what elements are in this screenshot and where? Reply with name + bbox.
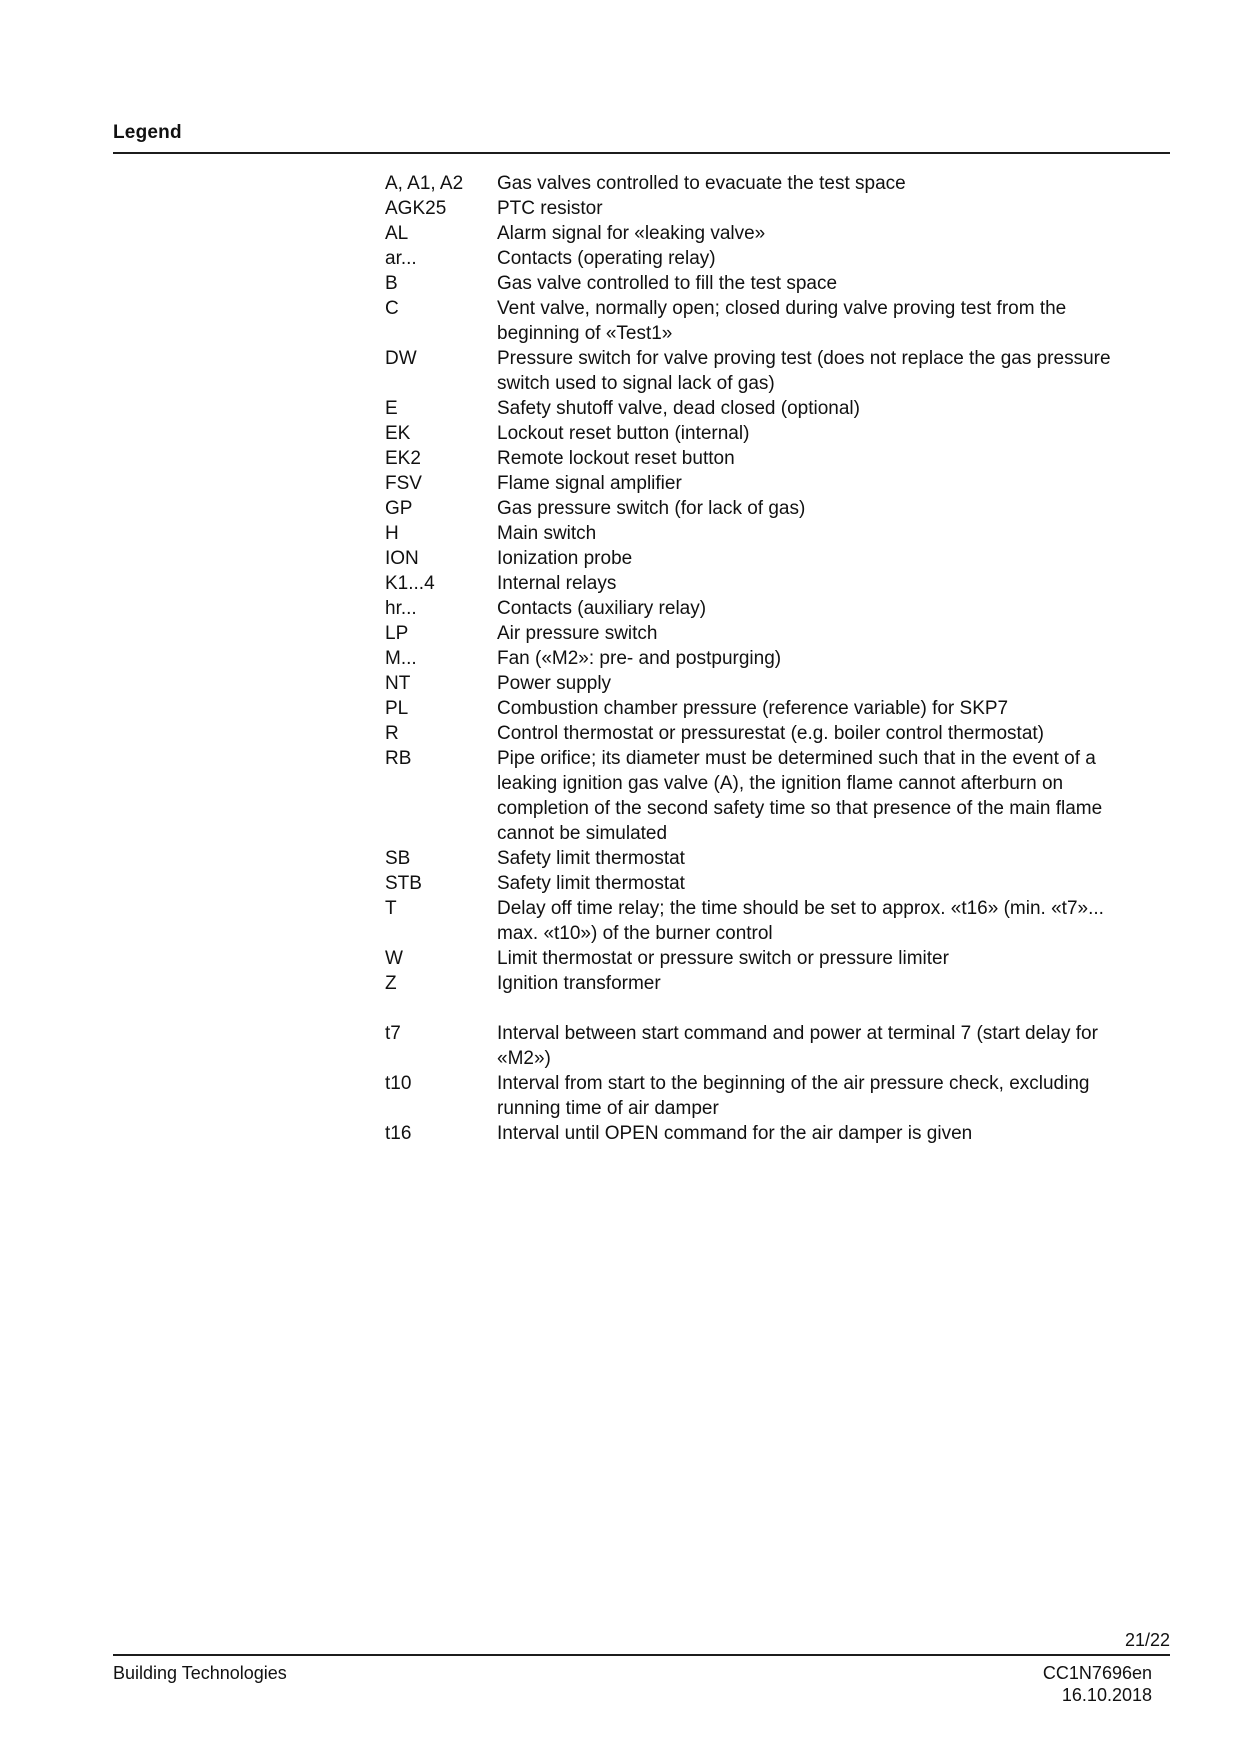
legend-description-line: «M2»): [497, 1048, 551, 1069]
legend-term: RB: [385, 748, 412, 769]
legend-term: PL: [385, 698, 409, 719]
legend-entry: [385, 696, 1111, 721]
legend-term: GP: [385, 498, 413, 519]
legend-term: EK: [385, 423, 411, 444]
legend-description: [497, 171, 906, 196]
legend-description: [497, 846, 685, 871]
legend-description-line: Interval until OPEN command for the air damper is given: [497, 1123, 973, 1144]
legend-description-line: switch used to signal lack of gas): [497, 373, 775, 394]
legend-description-line: Interval from start to the beginning of the air pressure check, excluding: [497, 1073, 1090, 1094]
legend-term: Z: [385, 973, 397, 994]
legend-term: EK2: [385, 448, 421, 469]
legend-description: [497, 621, 658, 646]
legend-term: E: [385, 398, 398, 419]
legend-description: [497, 896, 1104, 946]
legend-description-line: Safety shutoff valve, dead closed (optional): [497, 398, 860, 419]
legend-description-line: max. «t10») of the burner control: [497, 923, 773, 944]
legend-entry: [385, 396, 1111, 421]
legend-entry: [385, 196, 1111, 221]
legend-list: [385, 171, 1111, 1146]
legend-description-line: Pressure switch for valve proving test (does not replace the gas pressure: [497, 348, 1111, 369]
legend-description: [497, 521, 596, 546]
legend-entry: [385, 646, 1111, 671]
legend-entry: [385, 446, 1111, 471]
legend-description-line: Limit thermostat or pressure switch or pressure limiter: [497, 948, 949, 969]
legend-description-line: Contacts (auxiliary relay): [497, 598, 707, 619]
legend-description-line: Ionization probe: [497, 548, 633, 569]
heading-rule: [113, 152, 1170, 154]
legend-description-line: Gas pressure switch (for lack of gas): [497, 498, 806, 519]
legend-entry: [385, 721, 1111, 746]
legend-description-line: Safety limit thermostat: [497, 848, 685, 869]
legend-description-line: leaking ignition gas valve (A), the ignition flame cannot afterburn on: [497, 773, 1064, 794]
legend-entry: [385, 246, 1111, 271]
legend-term: AGK25: [385, 198, 447, 219]
legend-term: DW: [385, 348, 417, 369]
legend-entry: [385, 571, 1111, 596]
legend-description-line: Ignition transformer: [497, 973, 661, 994]
legend-entry: [385, 421, 1111, 446]
legend-description: [497, 596, 706, 621]
legend-term: M...: [385, 648, 417, 669]
legend-entry: [385, 871, 1111, 896]
legend-description: [497, 1071, 1089, 1121]
legend-entry: [385, 546, 1111, 571]
legend-description-line: Internal relays: [497, 573, 617, 594]
legend-description: [497, 671, 611, 696]
legend-description-line: Contacts (operating relay): [497, 248, 716, 269]
legend-description: [497, 346, 1111, 396]
legend-description-line: completion of the second safety time so that presence of the main flame: [497, 798, 1103, 819]
footer-doc-id: CC1N7696en: [1042, 1663, 1152, 1683]
legend-description: [497, 646, 781, 671]
legend-entry: [385, 1121, 1111, 1146]
legend-description: [497, 871, 685, 896]
legend-term: K1...4: [385, 573, 435, 594]
legend-term: C: [385, 298, 399, 319]
legend-description-line: Flame signal amplifier: [497, 473, 682, 494]
legend-description-line: running time of air damper: [497, 1098, 719, 1119]
legend-term: t7: [385, 1023, 401, 1044]
legend-entry: [385, 221, 1111, 246]
legend-group: [385, 1021, 1111, 1146]
legend-entry: [385, 296, 1111, 346]
legend-description: [497, 296, 1066, 346]
legend-description-line: Gas valves controlled to evacuate the test space: [497, 173, 906, 194]
legend-term: t16: [385, 1123, 412, 1144]
legend-description-line: Main switch: [497, 523, 597, 544]
legend-term: B: [385, 273, 398, 294]
legend-entry: [385, 1071, 1111, 1121]
legend-term: AL: [385, 223, 409, 244]
legend-description-line: Power supply: [497, 673, 612, 694]
legend-description-line: Alarm signal for «leaking valve»: [497, 223, 766, 244]
legend-description-line: Fan («M2»: pre- and postpurging): [497, 648, 782, 669]
legend-description-line: beginning of «Test1»: [497, 323, 673, 344]
legend-description: [497, 271, 837, 296]
legend-term: T: [385, 898, 397, 919]
legend-description-line: Interval between start command and power at terminal 7 (start delay for: [497, 1023, 1098, 1044]
legend-description-line: Remote lockout reset button: [497, 448, 735, 469]
legend-description: [497, 421, 749, 446]
legend-term: W: [385, 948, 403, 969]
legend-description: [497, 496, 805, 521]
legend-description: [497, 696, 1008, 721]
legend-description-line: Safety limit thermostat: [497, 873, 685, 894]
legend-term: t10: [385, 1073, 412, 1094]
legend-entry: [385, 271, 1111, 296]
legend-group: [385, 171, 1111, 996]
legend-description: [497, 746, 1102, 846]
legend-description-line: Gas valve controlled to fill the test space: [497, 273, 838, 294]
legend-entry: [385, 521, 1111, 546]
legend-term: hr...: [385, 598, 417, 619]
legend-description: [497, 196, 603, 221]
legend-description-line: Lockout reset button (internal): [497, 423, 750, 444]
legend-description: [497, 471, 682, 496]
page-number: 21/22: [1124, 1630, 1170, 1650]
legend-description: [497, 446, 735, 471]
legend-entry: [385, 171, 1111, 196]
legend-term: ar...: [385, 248, 417, 269]
footer-rule: [113, 1654, 1170, 1656]
legend-term: A, A1, A2: [385, 173, 464, 194]
legend-term: H: [385, 523, 399, 544]
legend-description: [497, 221, 765, 246]
footer-brand: Building Technologies: [113, 1663, 287, 1683]
legend-description: [497, 721, 1044, 746]
legend-term: SB: [385, 848, 411, 869]
legend-description-line: Combustion chamber pressure (reference variable) for SKP7: [497, 698, 1009, 719]
legend-description: [497, 546, 632, 571]
legend-entry: [385, 621, 1111, 646]
legend-description: [497, 396, 860, 421]
legend-term: LP: [385, 623, 409, 644]
legend-entry: [385, 671, 1111, 696]
legend-entry: [385, 596, 1111, 621]
legend-term: NT: [385, 673, 411, 694]
legend-description: [497, 571, 616, 596]
legend-entry: [385, 846, 1111, 871]
legend-group-gap: [385, 996, 1111, 1021]
footer-date: 16.10.2018: [1061, 1685, 1152, 1705]
legend-description: [497, 971, 661, 996]
legend-description: [497, 1121, 972, 1146]
legend-entry: [385, 896, 1111, 946]
legend-description-line: cannot be simulated: [497, 823, 668, 844]
legend-description: [497, 1021, 1098, 1071]
legend-entry: [385, 346, 1111, 396]
legend-description-line: Vent valve, normally open; closed during valve proving test from the: [497, 298, 1067, 319]
legend-entry: [385, 1021, 1111, 1071]
legend-description: [497, 946, 949, 971]
legend-term: FSV: [385, 473, 422, 494]
legend-entry: [385, 746, 1111, 846]
legend-entry: [385, 971, 1111, 996]
legend-description-line: Pipe orifice; its diameter must be determined such that in the event of a: [497, 748, 1096, 769]
legend-entry: [385, 471, 1111, 496]
legend-entry: [385, 946, 1111, 971]
legend-term: R: [385, 723, 399, 744]
legend-description: [497, 246, 716, 271]
footer-right-block: [113, 1662, 1152, 1706]
legend-term: STB: [385, 873, 422, 894]
legend-description-line: Delay off time relay; the time should be set to approx. «t16» (min. «t7»...: [497, 898, 1104, 919]
legend-description-line: PTC resistor: [497, 198, 603, 219]
legend-description-line: Control thermostat or pressurestat (e.g. boiler control thermostat): [497, 723, 1045, 744]
legend-description-line: Air pressure switch: [497, 623, 658, 644]
page-title: Legend: [113, 122, 182, 143]
legend-entry: [385, 496, 1111, 521]
legend-term: ION: [385, 548, 419, 569]
